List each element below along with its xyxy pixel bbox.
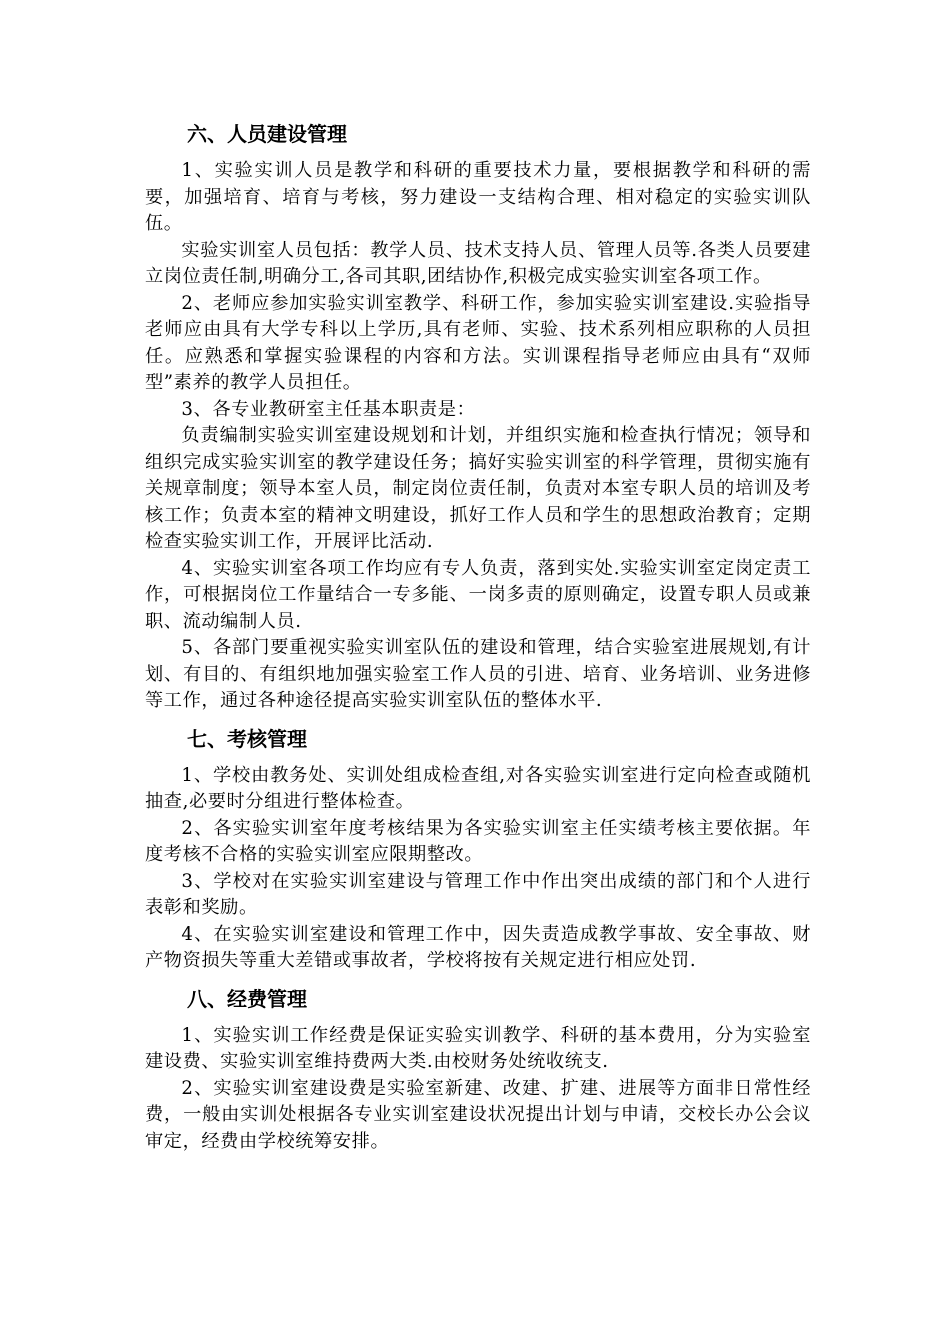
paragraph: 实验实训室人员包括：教学人员、技术支持人员、管理人员等.各类人员要建立岗位责任制,明确分工,各司其职,团结协作,积极完成实验实训室各项工作。 bbox=[145, 239, 811, 287]
section-heading: 七、考核管理 bbox=[187, 726, 307, 751]
paragraph: 4、实验实训室各项工作均应有专人负责，落到实处.实验实训室定岗定责工作，可根据岗位工作量结合一专多能、一岗多责的原则确定，设置专职人员或兼职、流动编制人员. bbox=[145, 557, 811, 632]
paragraph: 1、实验实训人员是教学和科研的重要技术力量，要根据教学和科研的需要，加强培育、培育与考核，努力建设一支结构合理、相对稳定的实验实训队伍。 bbox=[145, 160, 811, 234]
section-funding bbox=[145, 983, 811, 1156]
paragraph: 2、老师应参加实验实训室教学、科研工作，参加实验实训室建设.实验指导老师应由具有大学专科以上学历,具有老师、实验、技术系列相应职称的人员担任。应熟悉和掌握实验课程的内容和方法。实训课程指导老师应由具有“双师型”素养的教学人员担任。 bbox=[145, 292, 811, 393]
section-assessment bbox=[145, 723, 811, 975]
paragraph: 负责编制实验实训室建设规划和计划，并组织实施和检查执行情况；领导和组织完成实验实训室的教学建设任务；搞好实验实训室的科学管理，贯彻实施有关规章制度；领导本室人员，制定岗位责任制，负责对本室专职人员的培训及考核工作；负责本室的精神文明建设，抓好工作人员和学生的思想政治教育；定期检查实验实训工作，开展评比活动. bbox=[145, 425, 811, 552]
paragraph: 4、在实验实训室建设和管理工作中，因失责造成教学事故、安全事故、财产物资损失等重大差错或事故者，学校将按有关规定进行相应处罚. bbox=[145, 923, 811, 971]
paragraph: 1、学校由教务处、实训处组成检查组,对各实验实训室进行定向检查或随机抽查,必要时分组进行整体检查。 bbox=[145, 764, 811, 812]
paragraph: 5、各部门要重视实验实训室队伍的建设和管理，结合实验室进展规划,有计划、有目的、有组织地加强实验室工作人员的引进、培育、业务培训、业务进修等工作，通过各种途径提高实验实训室队伍的整体水平. bbox=[145, 637, 811, 711]
paragraph: 3、学校对在实验实训室建设与管理工作中作出突出成绩的部门和个人进行表彰和奖励。 bbox=[145, 870, 811, 918]
paragraph: 1、实验实训工作经费是保证实验实训教学、科研的基本费用，分为实验室建设费、实验实训室维持费两大类.由校财务处统收统支. bbox=[145, 1024, 811, 1072]
section-heading: 六、人员建设管理 bbox=[187, 122, 347, 146]
section-personnel bbox=[145, 118, 811, 715]
paragraph: 2、各实验实训室年度考核结果为各实验实训室主任实绩考核主要依据。年度考核不合格的实验实训室应限期整改。 bbox=[145, 817, 811, 865]
paragraph: 3、各专业教研室主任基本职责是： bbox=[181, 398, 476, 420]
paragraph: 2、实验实训室建设费是实验室新建、改建、扩建、进展等方面非日常性经费，一般由实训处根据各专业实训室建设状况提出计划与申请，交校长办公会议审定，经费由学校统筹安排。 bbox=[145, 1077, 811, 1152]
section-heading: 八、经费管理 bbox=[187, 986, 307, 1011]
document-page bbox=[145, 118, 811, 1163]
